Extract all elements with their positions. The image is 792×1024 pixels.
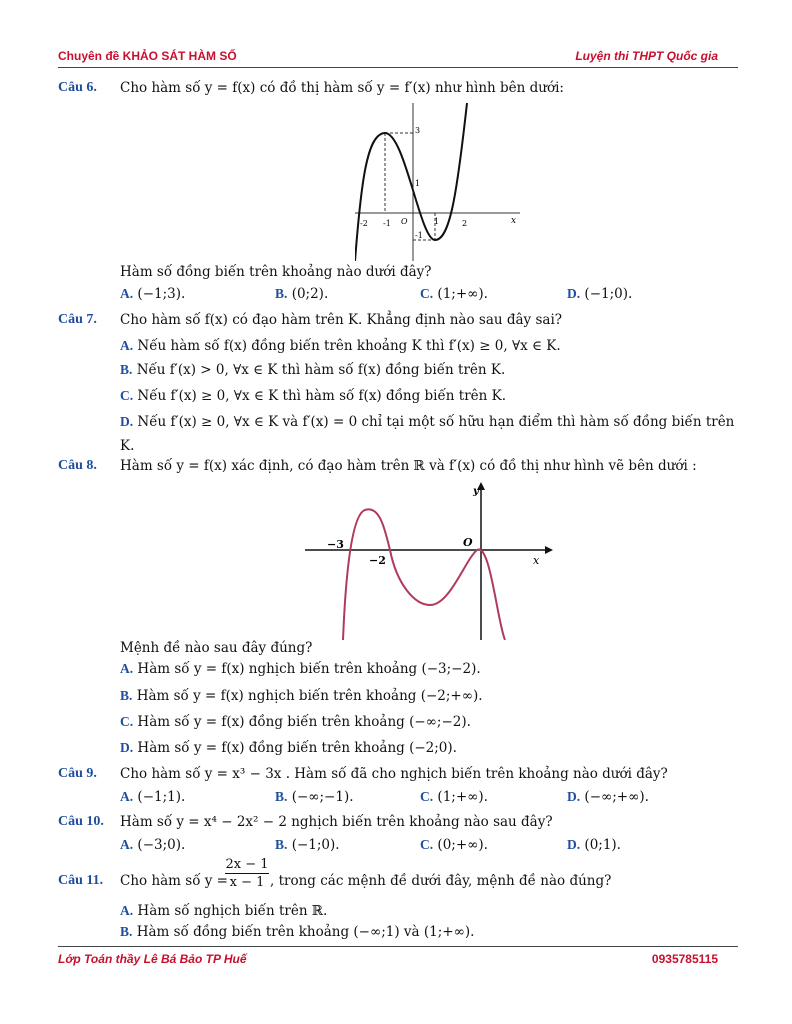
- q7-option-a-label: A.: [120, 338, 134, 353]
- q11-option-a[interactable]: [120, 903, 327, 919]
- q9-option-b-text: (−∞;−1).: [291, 789, 354, 805]
- q8-number: Câu 8.: [58, 458, 97, 473]
- q7-stem: Cho hàm số f(x) có đạo hàm trên K. Khẳng định nào sau đây sai?: [120, 312, 562, 328]
- q11-option-b[interactable]: [120, 924, 474, 940]
- q7-option-d-continued: K.: [120, 438, 135, 454]
- q8-option-b[interactable]: [120, 688, 483, 704]
- q10-option-b-label: B.: [275, 837, 288, 852]
- q8-label-neg3: −3: [327, 538, 344, 551]
- q11-option-a-label: A.: [120, 903, 134, 918]
- q9-option-b[interactable]: [275, 789, 354, 805]
- q11-option-a-text: Hàm số nghịch biến trên ℝ.: [137, 903, 328, 919]
- q10-option-c[interactable]: [420, 837, 488, 853]
- q6-option-a-label: A.: [120, 286, 134, 301]
- q8-stem: Hàm số y = f(x) xác định, có đạo hàm trên ℝ và f′(x) có đồ thị như hình vẽ bên dưới :: [120, 458, 697, 474]
- q6-stem: Cho hàm số y = f(x) có đồ thị hàm số y = f′(x) như hình bên dưới:: [120, 80, 564, 96]
- q11-option-b-text: Hàm số đồng biến trên khoảng (−∞;1) và (1;+∞).: [136, 924, 475, 940]
- q8-axis-x-label: x: [533, 554, 540, 567]
- q6-option-b-label: B.: [275, 286, 288, 301]
- q10-option-c-text: (0;+∞).: [437, 837, 488, 853]
- q9-option-c-text: (1;+∞).: [437, 789, 488, 805]
- q7-number: Câu 7.: [58, 312, 97, 327]
- q6-ask: Hàm số đồng biến trên khoảng nào dưới đây?: [120, 264, 432, 280]
- q8-option-b-text: Hàm số y = f(x) nghịch biến trên khoảng (−2;+∞).: [136, 688, 483, 704]
- q6-tick-x-neg1: -1: [383, 219, 391, 228]
- q8-ask: Mệnh đề nào sau đây đúng?: [120, 640, 313, 656]
- q6-option-a-text: (−1;3).: [137, 286, 186, 302]
- q6-option-b[interactable]: [275, 286, 328, 302]
- q8-option-a-text: Hàm số y = f(x) nghịch biến trên khoảng (−3;−2).: [137, 661, 481, 677]
- q9-option-d-text: (−∞;+∞).: [584, 789, 649, 805]
- footer-phone: 0935785115: [651, 952, 718, 966]
- q9-option-d-label: D.: [567, 789, 581, 804]
- q11-number: Câu 11.: [58, 873, 104, 888]
- q9-option-c[interactable]: [420, 789, 488, 805]
- header-divider: [58, 67, 738, 68]
- q6-option-d[interactable]: [567, 286, 632, 302]
- q6-option-c-text: (1;+∞).: [437, 286, 488, 302]
- q10-option-d-label: D.: [567, 837, 581, 852]
- q11-fraction-denominator: x − 1: [229, 875, 265, 890]
- q7-option-a[interactable]: [120, 338, 561, 354]
- q7-option-d[interactable]: [120, 414, 734, 430]
- footer-class-name: Lớp Toán thầy Lê Bá Bảo TP Huế: [58, 952, 247, 966]
- header-subtitle: Luyện thi THPT Quốc gia: [575, 49, 718, 63]
- q6-option-c-label: C.: [420, 286, 434, 301]
- q10-option-c-label: C.: [420, 837, 434, 852]
- q7-option-a-text: Nếu hàm số f(x) đồng biến trên khoảng K thì f′(x) ≥ 0, ∀x ∈ K.: [137, 338, 561, 354]
- q9-option-c-label: C.: [420, 789, 434, 804]
- q8-option-c-text: Hàm số y = f(x) đồng biến trên khoảng (−∞;−2).: [137, 714, 471, 730]
- q6-option-d-label: D.: [567, 286, 581, 301]
- q8-option-c[interactable]: [120, 714, 471, 730]
- q6-tick-y-3: 3: [415, 126, 421, 135]
- q11-option-b-label: B.: [120, 924, 133, 939]
- q6-tick-x-2: 2: [462, 219, 468, 228]
- q8-option-a-label: A.: [120, 661, 134, 676]
- q6-tick-y-1: 1: [415, 179, 421, 188]
- q8-option-a[interactable]: [120, 661, 481, 677]
- q9-option-a-label: A.: [120, 789, 134, 804]
- q10-option-a-text: (−3;0).: [137, 837, 186, 853]
- q10-number: Câu 10.: [58, 814, 104, 829]
- q9-option-a-text: (−1;1).: [137, 789, 186, 805]
- q7-option-b[interactable]: [120, 362, 505, 378]
- q10-option-a[interactable]: [120, 837, 185, 853]
- q8-option-b-label: B.: [120, 688, 133, 703]
- q6-tick-x-neg2: -2: [360, 219, 368, 228]
- q10-stem: Hàm số y = x⁴ − 2x² − 2 nghịch biến trên khoảng nào sau đây?: [120, 814, 553, 830]
- q6-option-d-text: (−1;0).: [584, 286, 633, 302]
- header-title: Chuyên đề KHẢO SÁT HÀM SỐ: [58, 49, 237, 63]
- q9-option-b-label: B.: [275, 789, 288, 804]
- q6-option-b-text: (0;2).: [291, 286, 329, 302]
- q11-stem-post: , trong các mệnh đề dưới đây, mệnh đề nào đúng?: [270, 873, 612, 889]
- footer-divider: [58, 946, 738, 947]
- q7-option-b-label: B.: [120, 362, 133, 377]
- q9-option-d[interactable]: [567, 789, 649, 805]
- q11-fraction: [225, 857, 269, 890]
- q7-option-c-text: Nếu f′(x) ≥ 0, ∀x ∈ K thì hàm số f(x) đồng biến trên K.: [137, 388, 507, 404]
- q6-tick-y-neg1: -1: [415, 231, 423, 240]
- q6-tick-x-1: 1: [434, 217, 440, 226]
- q7-option-d-text: Nếu f′(x) ≥ 0, ∀x ∈ K và f′(x) = 0 chỉ tại một số hữu hạn điểm thì hàm số đồng biến trên: [137, 414, 735, 430]
- q7-option-c[interactable]: [120, 388, 506, 404]
- q11-fraction-numerator: 2x − 1: [225, 857, 269, 872]
- q6-option-a[interactable]: [120, 286, 185, 302]
- q6-axis-x-label: x: [511, 216, 517, 226]
- q8-derivative-graph: [305, 480, 555, 640]
- q10-option-d-text: (0;1).: [584, 837, 621, 853]
- q9-stem: Cho hàm số y = x³ − 3x . Hàm số đã cho nghịch biến trên khoảng nào dưới đây?: [120, 766, 668, 782]
- q10-option-b-text: (−1;0).: [291, 837, 340, 853]
- q11-stem-pre: Cho hàm số y =: [120, 873, 228, 889]
- q6-option-c[interactable]: [420, 286, 488, 302]
- q10-option-d[interactable]: [567, 837, 621, 853]
- q8-option-d[interactable]: [120, 740, 457, 756]
- q7-option-d-label: D.: [120, 414, 134, 429]
- q8-option-d-text: Hàm số y = f(x) đồng biến trên khoảng (−2;0).: [137, 740, 457, 756]
- q9-option-a[interactable]: [120, 789, 185, 805]
- q8-axis-y-label: y: [473, 486, 479, 497]
- q6-origin-label: O: [401, 217, 408, 226]
- q9-number: Câu 9.: [58, 766, 97, 781]
- q7-option-b-text: Nếu f′(x) > 0, ∀x ∈ K thì hàm số f(x) đồng biến trên K.: [136, 362, 506, 378]
- q8-origin-label: O: [463, 536, 473, 549]
- q6-number: Câu 6.: [58, 80, 97, 95]
- q8-option-d-label: D.: [120, 740, 134, 755]
- q8-label-neg2: −2: [369, 554, 386, 567]
- q8-option-c-label: C.: [120, 714, 134, 729]
- q10-option-b[interactable]: [275, 837, 340, 853]
- q6-derivative-graph: [355, 103, 525, 261]
- q10-option-a-label: A.: [120, 837, 134, 852]
- q7-option-c-label: C.: [120, 388, 134, 403]
